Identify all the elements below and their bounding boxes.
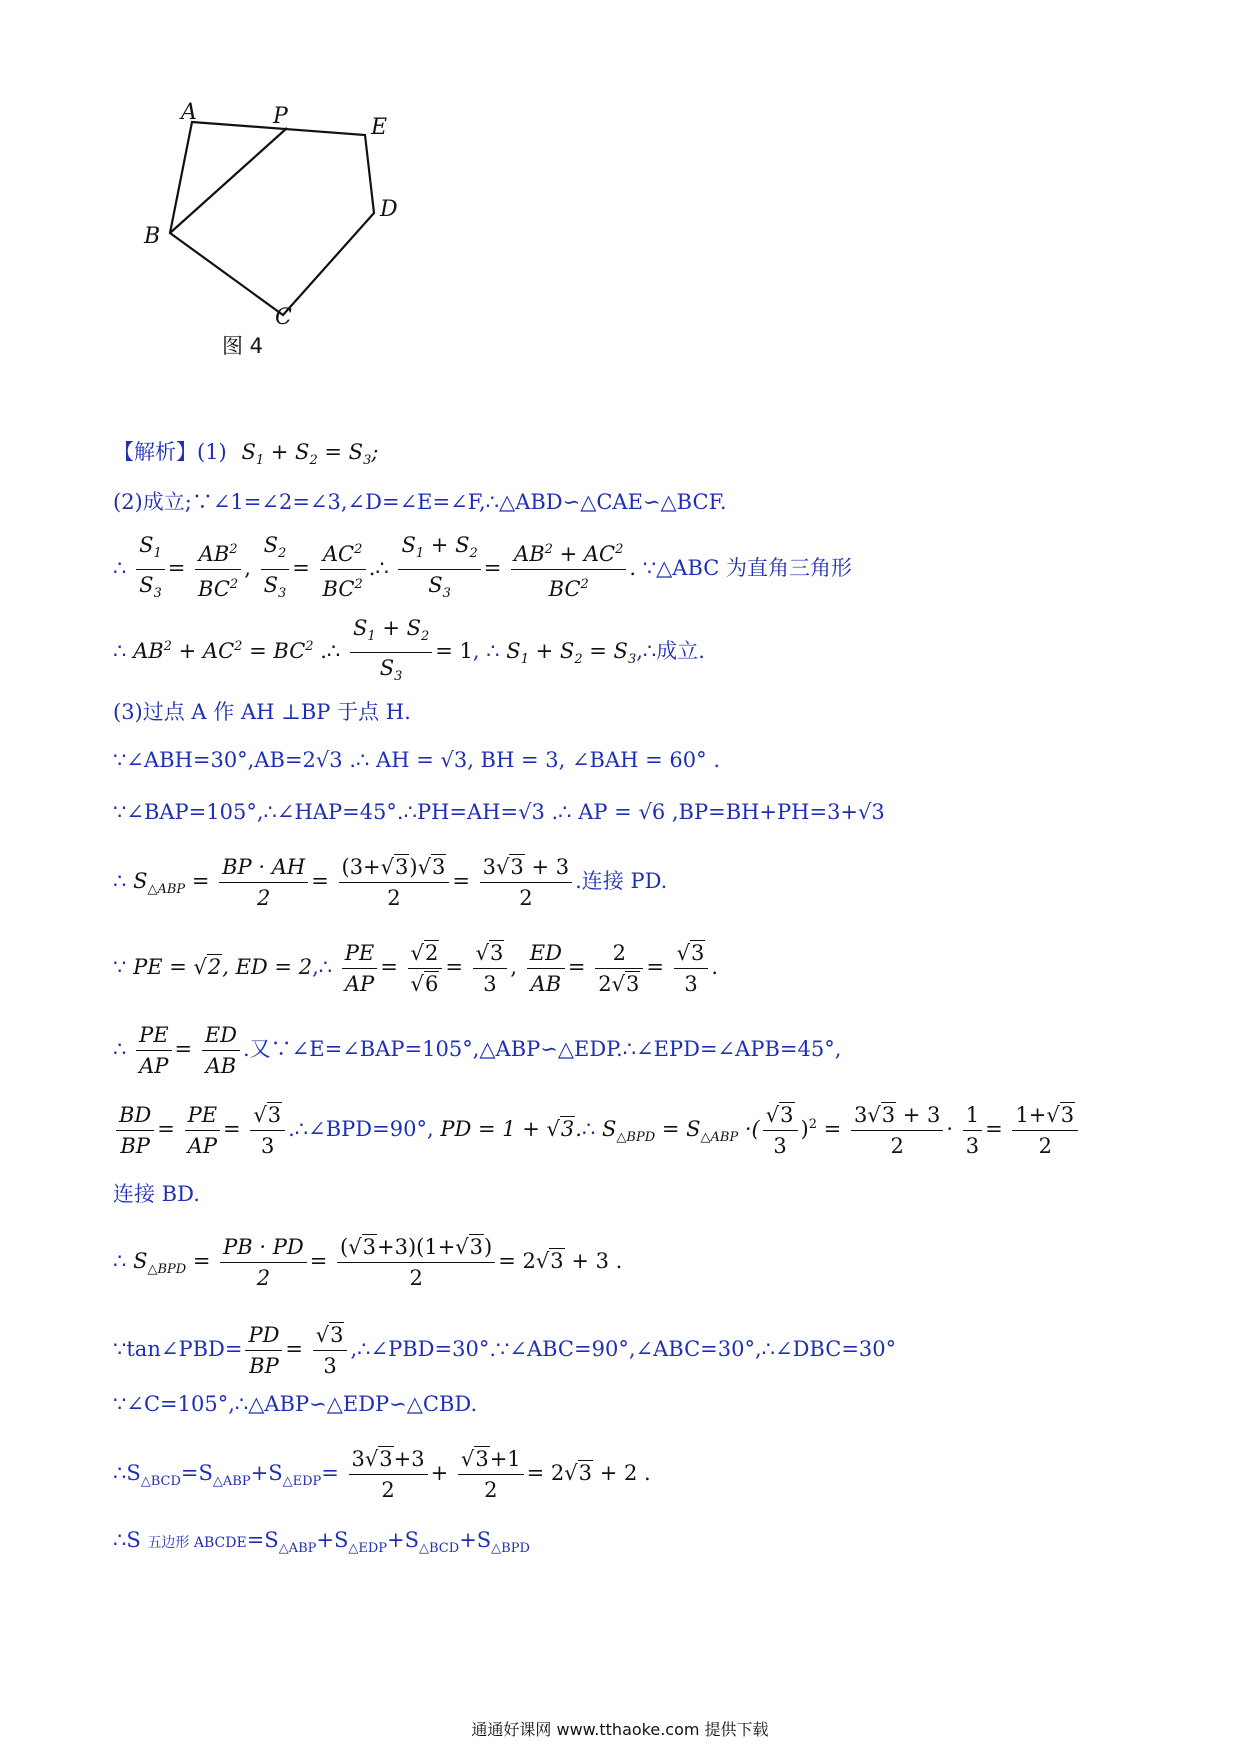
solution-part1: 【解析】(1) $S_1 + S_2 = S_3$; <box>113 440 379 469</box>
label-e: E <box>371 115 388 140</box>
solution-line-5: ∴ $\frac{PE}{AP}$ = $\frac{ED}{AB}$ .又∵∠E=∠BAP=105°,△ABP∽△EDP.∴∠EPD=∠APB=45°, <box>113 1020 841 1081</box>
solution-line-10: ∵∠C=105°,∴△ABP∽△EDP∽△CBD. <box>113 1392 478 1416</box>
part1-label: (1) <box>197 440 227 464</box>
solution-line-6: $\frac{BD}{BP}$ = $\frac{PE}{AP}$ = $\frac{√3}{3}$ .∴∠BPD=90°, PD = 1 + √3.∴ $S_{\triangle BPD} = S_{\triangle ABP}$ ·( $\frac{√3}{3}$ )$^2$ = $\frac{3√3 + 3}{2}$ · $\frac{1}{3}$ = $\frac{1+√3}{2}$ <box>113 1100 1081 1161</box>
figure-caption: 图 4 <box>222 334 264 358</box>
solution-part2: (2)成立;∵∠1=∠2=∠3,∠D=∠E=∠F,∴△ABD∽△CAE∽△BCF. <box>113 490 727 514</box>
label-p: P <box>273 104 288 129</box>
page-footer: 通通好课网 www.tthaoke.com 提供下载 <box>471 1720 769 1739</box>
solution-line-3: ∴ $S_{\triangle ABP}$ = $\frac{BP \cdot AH}{2}$ = $\frac{(3+√3)√3}{2}$ = $\frac{3√3 + 3}{2}$ .连接 PD. <box>113 852 667 913</box>
label-a: A <box>181 100 197 125</box>
solution-part3: (3)过点 A 作 AH ⊥BP 于点 H. <box>113 700 411 724</box>
solution-part2-conclusion: ∴ $AB^2 + AC^2 = BC^2$ .∴ $\frac{S_1 + S_2}{S_3}$ = 1, ∴ $S_1 + S_2$ = $S_3,\therefore$成立. <box>113 613 705 692</box>
pentagon-outline <box>170 122 374 315</box>
label-c: C <box>275 305 292 330</box>
solution-part2-fractions: ∴ $\frac{S_1}{S_3}$ = $\frac{AB^2}{BC^2}$ , $\frac{S_2}{S_3}$ = $\frac{AC^2}{BC^2}$ .∴ $\frac{S_1 + S_2}{S_3}$ = $\frac{AB^2 + AC^2}{BC^2}$ . ∵△ABC 为直角三角形 <box>113 530 852 609</box>
solution-line-1: ∵∠ABH=30°,AB=2√3 .∴ AH = √3, BH = 3, ∠BAH = 60° . <box>113 748 720 772</box>
solution-line-2: ∵∠BAP=105°,∴∠HAP=45°.∴PH=AH=√3 .∴ AP = √6 ,BP=BH+PH=3+√3 <box>113 800 885 824</box>
solution-line-11: $\therefore S_{\triangle BCD}=S_{\triangle ABP}+S_{\triangle EDP}=$ $\frac{3√3+3}{2}$ + $\frac{√3+1}{2}$ = 2√3 + 2 . <box>113 1444 651 1505</box>
solution-line-12: ∴S 五边形 $ABCDE=S_{\triangle ABP}+S_{\triangle EDP}+S_{\triangle BCD}+S_{\triangle BPD}$ <box>113 1528 530 1557</box>
pentagon-figure <box>130 100 450 370</box>
solution-line-4: ∵ PE = √2, ED = 2,∴ $\frac{PE}{AP}$ = $\frac{√2}{√6}$ = $\frac{√3}{3}$ , $\frac{ED}{AB}$ = $\frac{2}{2√3}$ = $\frac{√3}{3}$ . <box>113 938 718 999</box>
label-d: D <box>380 197 398 222</box>
solution-tag: 【解析】 <box>113 440 197 464</box>
label-b: B <box>144 224 161 249</box>
solution-line-8: ∴ $S_{\triangle BPD}$ = $\frac{PB \cdot PD}{2}$ = $\frac{(√3+3)(1+√3)}{2}$ = 2√3 + 3 . <box>113 1232 622 1293</box>
part2-reason: ∵△ABC 为直角三角形 <box>642 556 853 581</box>
solution-line-9: ∵tan∠PBD= $\frac{PD}{BP}$ = $\frac{√3}{3}$ ,∴∠PBD=30°.∵∠ABC=90°,∠ABC=30°,∴∠DBC=30° <box>113 1320 896 1381</box>
solution-line-7: 连接 BD. <box>113 1182 200 1206</box>
